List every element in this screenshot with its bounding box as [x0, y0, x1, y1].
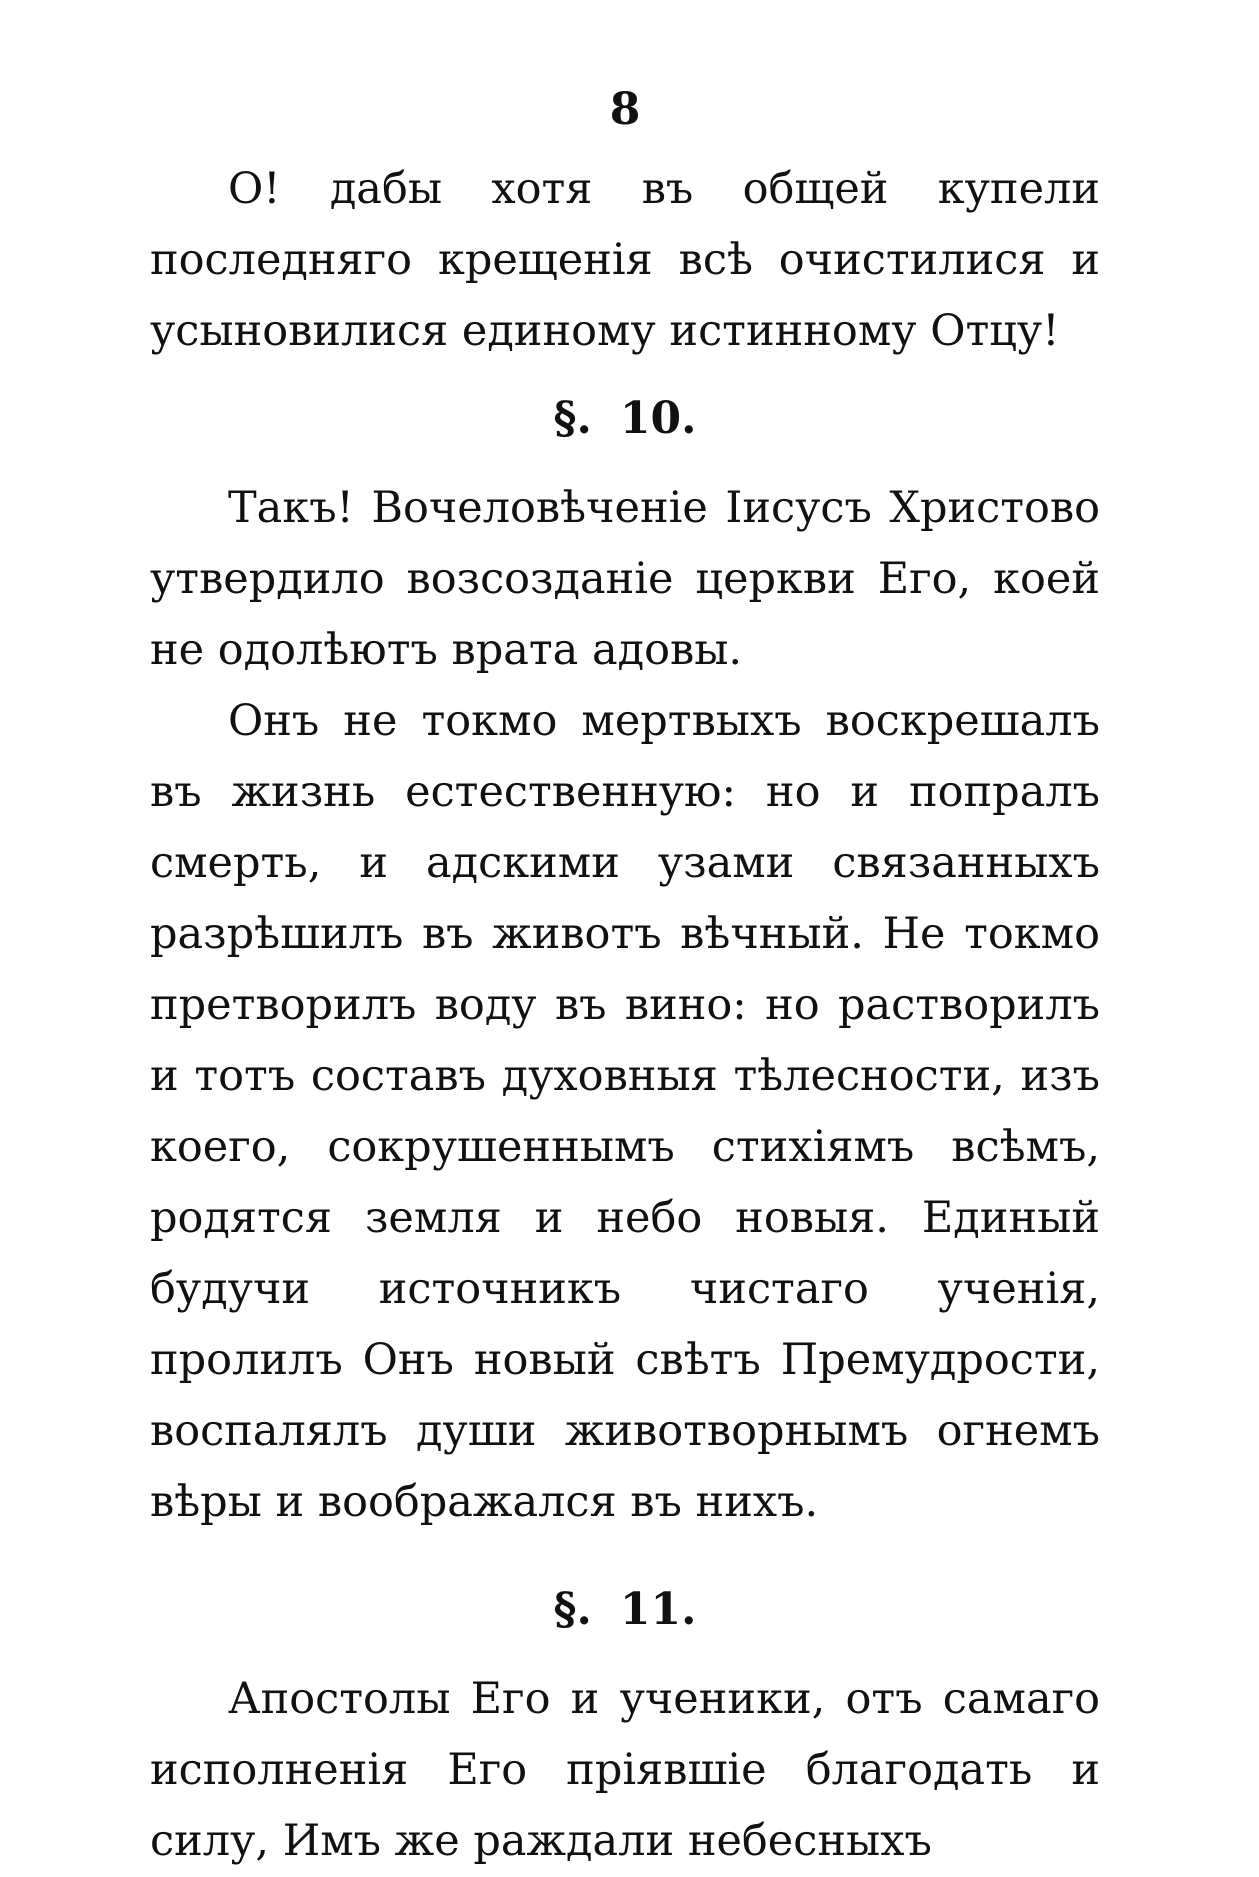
paragraph-11-1: Апостолы Его и ученики, отъ самаго исполненія Его пріявшіе благодать и силу, Имъ же раждали небесныхъ [150, 1674, 1100, 1866]
page-number: 8 [609, 84, 641, 135]
paragraph-10-1: Такъ! Вочеловѣченіе Іисусъ Христово утвердило возсозданіе церкви Его, коей не одолѣютъ врата адовы. [150, 483, 1100, 675]
section-number: 11. [619, 1584, 697, 1635]
section-number: 10. [619, 393, 697, 444]
paragraph-10-2: Онъ не токмо мертвыхъ воскрешалъ въ жизнь естественную: но и попралъ смерть, и адскими узами связанныхъ разрѣшилъ въ животъ вѣчный. Не токмо претворилъ воду въ вино: но растворилъ и тотъ составъ духовныя тѣлесности, изъ коего, сокрушеннымъ стихіямъ всѣмъ, родятся земля и небо новыя. Единый будучи источникъ чистаго ученія, пролилъ Онъ новый свѣтъ Премудрости, воспалялъ души животворнымъ огнемъ вѣры и воображался въ нихъ. [150, 696, 1100, 1527]
book-page [150, 80, 1100, 1877]
section-sign: §. [553, 393, 592, 444]
section-sign: §. [553, 1584, 592, 1635]
section-heading-11 [150, 1580, 1100, 1640]
paragraph-intro: О! дабы хотя въ общей купели последняго крещенія всѣ очистилися и усыновилися единому истинному Отцу! [150, 164, 1100, 356]
section-heading-10 [150, 389, 1100, 449]
